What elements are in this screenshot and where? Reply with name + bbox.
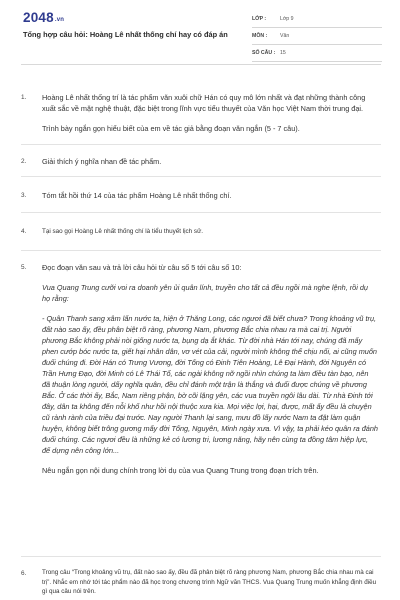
- question-text: Giải thích ý nghĩa nhan đề tác phẩm.: [42, 157, 162, 166]
- question-text: Trong câu “Trong khoảng vũ trụ, đất nào sao ấy, đều đã phân biệt rõ ràng phương Nam, phương Bắc chia nhau mà cai trị”. Nhắc em nhớ tới tác phẩm nào đã học trong chương trình Ngữ văn THCS. Vua Quang Trung muốn khẳng định điều gì qua câu nói trên.: [42, 569, 377, 596]
- question-divider: [21, 176, 381, 177]
- question-divider: [21, 212, 381, 213]
- meta-table: [252, 14, 382, 65]
- meta-key: SỐ CÂU :: [252, 50, 276, 56]
- meta-row-class: [252, 14, 382, 28]
- header-divider: [21, 64, 381, 65]
- quote-body: - Quân Thanh sang xâm lấn nước ta, hiện ở Thăng Long, các ngươi đã biết chưa? Trong khoảng vũ trụ, đất nào sao ấy, đều phân biệt rõ ràng, phương Nam, phương Bắc chia nhau ra mà cai trị. Người phương Bắc không phải nòi giống nước ta, bụng dạ ắt khác. Từ đời nhà Hán tới nay, chúng đã mấy phen cướp bóc nước ta, giết hại nhân dân, vơ vét của cải, người mình không thể chịu nổi, ai cũng muốn đuổi chúng đi. Đời Hán có Trưng Vương, đời Tống có Đinh Tiên Hoàng, Lê Đại Hành, đời Nguyên có Trần Hưng Đạo, đời Minh có Lê Thái Tổ, các ngài không nỡ ngồi nhìn chúng ta làm điều tàn bạo, nên đã thuận lòng người, dấy nghĩa quân, đều chỉ đánh một trận là thắng và đuổi được chúng về phương Bắc. Ở các thời ấy, Bắc, Nam riêng phận, bờ cõi lặng yên, các vua truyền ngôi lâu dài. Từ nhà Đinh tới đây, dân ta không đến nỗi khổ như hồi nội thuộc xưa kia. Mọi việc lợi, hại, được, mất ấy đều là chuyện cũ rành rành của triều đại trước. Nay người Thanh lại sang, mưu đồ lấy nước Nam ta đặt làm quận huyện, không biết trông gương mấy đời Tống, Nguyên, Minh ngày xưa. Vì vậy, ta phải kéo quân ra đánh đuổi chúng. Các ngươi đều là những kẻ có lương tri, lương năng, hãy nên cùng ta đồng tâm hiệp lực, để dựng nên công lớn...: [42, 314, 378, 455]
- quote-lead: Vua Quang Trung cưỡi voi ra doanh yên ủi quân lính, truyền cho tất cả đều ngồi mà nghe lệnh, rồi dụ họ rằng:: [42, 283, 368, 303]
- question-text: Tóm tắt hồi thứ 14 của tác phẩm Hoàng Lê nhất thống chí.: [42, 191, 232, 200]
- question-paragraph: Trình bày ngắn gọn hiểu biết của em về tác giả bằng đoạn văn ngắn (5 - 7 câu).: [42, 124, 300, 133]
- logo-suffix-text: .vn: [54, 17, 65, 23]
- question-divider: [21, 250, 381, 251]
- meta-value: Lớp 9: [280, 16, 294, 22]
- question-text: Tại sao gọi Hoàng Lê nhất thống chí là tiểu thuyết lịch sử.: [42, 228, 204, 235]
- question-body: [42, 262, 378, 476]
- question-number: 5.: [21, 264, 27, 271]
- meta-row-count: [252, 48, 382, 62]
- meta-row-subject: [252, 31, 382, 45]
- site-logo[interactable]: [23, 10, 64, 25]
- meta-key: MÔN :: [252, 33, 268, 39]
- logo-main-text: 2048: [23, 10, 54, 25]
- question-divider: [21, 556, 381, 557]
- question-number: 4.: [21, 228, 27, 235]
- question-divider: [21, 144, 381, 145]
- question-number: 1.: [21, 94, 27, 101]
- document-header: [0, 0, 400, 66]
- meta-key: LỚP :: [252, 16, 267, 22]
- question-number: 2.: [21, 158, 27, 165]
- question-paragraph: Hoàng Lê nhất thống trí là tác phẩm văn xuôi chữ Hán có quy mô lớn nhất và đạt những thành công xuất sắc về mặt nghệ thuật, đặc biệt trong lĩnh vực tiểu thuyết của Văn học Việt Nam thời trung đại.: [42, 93, 366, 113]
- question-body: [42, 92, 378, 134]
- meta-value: 15: [280, 50, 286, 56]
- question-number: 6.: [21, 570, 27, 577]
- document-title: Tổng hợp câu hỏi: Hoàng Lê nhất thống chí hay có đáp án: [23, 30, 228, 39]
- question-intro: Đọc đoạn văn sau và trả lời câu hỏi từ câu số 5 tới câu số 10:: [42, 263, 242, 272]
- question-prompt: Nêu ngắn gọn nội dung chính trong lời dụ của vua Quang Trung trong đoạn trích trên.: [42, 466, 319, 475]
- question-number: 3.: [21, 192, 27, 199]
- meta-value: Văn: [280, 33, 290, 39]
